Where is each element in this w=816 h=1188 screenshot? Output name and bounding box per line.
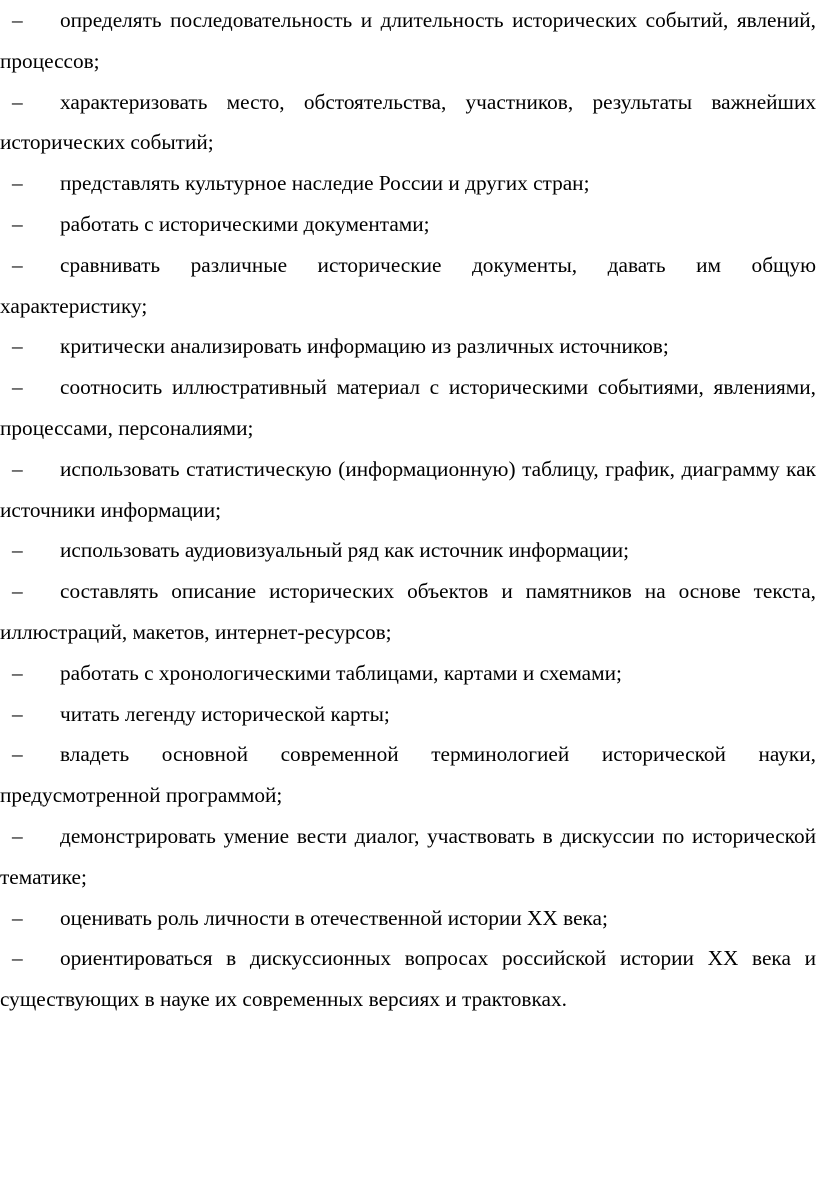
dash-bullet: – [12, 701, 23, 726]
list-item-text: демонстрировать умение вести диалог, участвовать в дискуссии по исторической тематике; [0, 823, 816, 889]
list-item [0, 898, 816, 939]
list-item-text: использовать аудиовизуальный ряд как источник информации; [60, 538, 630, 563]
list-item [0, 734, 816, 816]
dash-bullet: – [12, 334, 23, 359]
list-item [0, 653, 816, 694]
dash-bullet: – [12, 946, 23, 971]
list-item-text: характеризовать место, обстоятельства, участников, результаты важнейших исторических событий; [0, 89, 816, 155]
list-item [0, 82, 816, 164]
list-item-text: владеть основной современной терминологией исторической науки, предусмотренной программой; [0, 742, 816, 808]
list-item [0, 816, 816, 898]
list-item [0, 204, 816, 245]
list-item-text: использовать статистическую (информационную) таблицу, график, диаграмму как источники информации; [0, 456, 816, 522]
list-item-text: ориентироваться в дискуссионных вопросах российской истории XX века и существующих в науке их современных версиях и трактовках. [0, 946, 816, 1012]
list-item [0, 694, 816, 735]
list-item-text: составлять описание исторических объектов и памятников на основе текста, иллюстраций, макетов, интернет-ресурсов; [0, 579, 816, 644]
dash-bullet: – [12, 538, 23, 563]
list-item-text: определять последовательность и длительность исторических событий, явлений, процессов; [0, 8, 816, 73]
dash-bullet: – [12, 8, 23, 32]
dash-bullet: – [12, 742, 23, 767]
dash-bullet: – [12, 823, 23, 848]
list-item [0, 938, 816, 1020]
list-item-text: соотносить иллюстративный материал с историческими событиями, явлениями, процессами, персоналиями; [0, 375, 816, 440]
list-item [0, 0, 816, 82]
list-item-text: читать легенду исторической карты; [60, 701, 390, 726]
dash-bullet: – [12, 89, 23, 114]
list-item [0, 245, 816, 327]
list-item-text: критически анализировать информацию из различных источников; [60, 334, 669, 359]
dash-bullet: – [12, 171, 23, 196]
list-item [0, 530, 816, 571]
list-item-text: работать с историческими документами; [60, 211, 430, 236]
list-item [0, 326, 816, 367]
dash-bullet: – [12, 660, 23, 685]
list-item [0, 571, 816, 653]
list-item-text: оценивать роль личности в отечественной истории XX века; [60, 905, 608, 930]
dash-bullet: – [12, 905, 23, 930]
list-item [0, 367, 816, 449]
dash-bullet: – [12, 375, 23, 400]
list-item-text: представлять культурное наследие России и других стран; [60, 171, 590, 196]
list-item-text: сравнивать различные исторические документы, давать им общую характеристику; [0, 252, 816, 318]
list-item [0, 449, 816, 531]
dash-bullet: – [12, 579, 23, 604]
list-item [0, 163, 816, 204]
list-item-text: работать с хронологическими таблицами, картами и схемами; [60, 660, 622, 685]
dash-bullet: – [12, 211, 23, 236]
dash-bullet: – [12, 252, 23, 277]
dash-bullet: – [12, 456, 23, 481]
